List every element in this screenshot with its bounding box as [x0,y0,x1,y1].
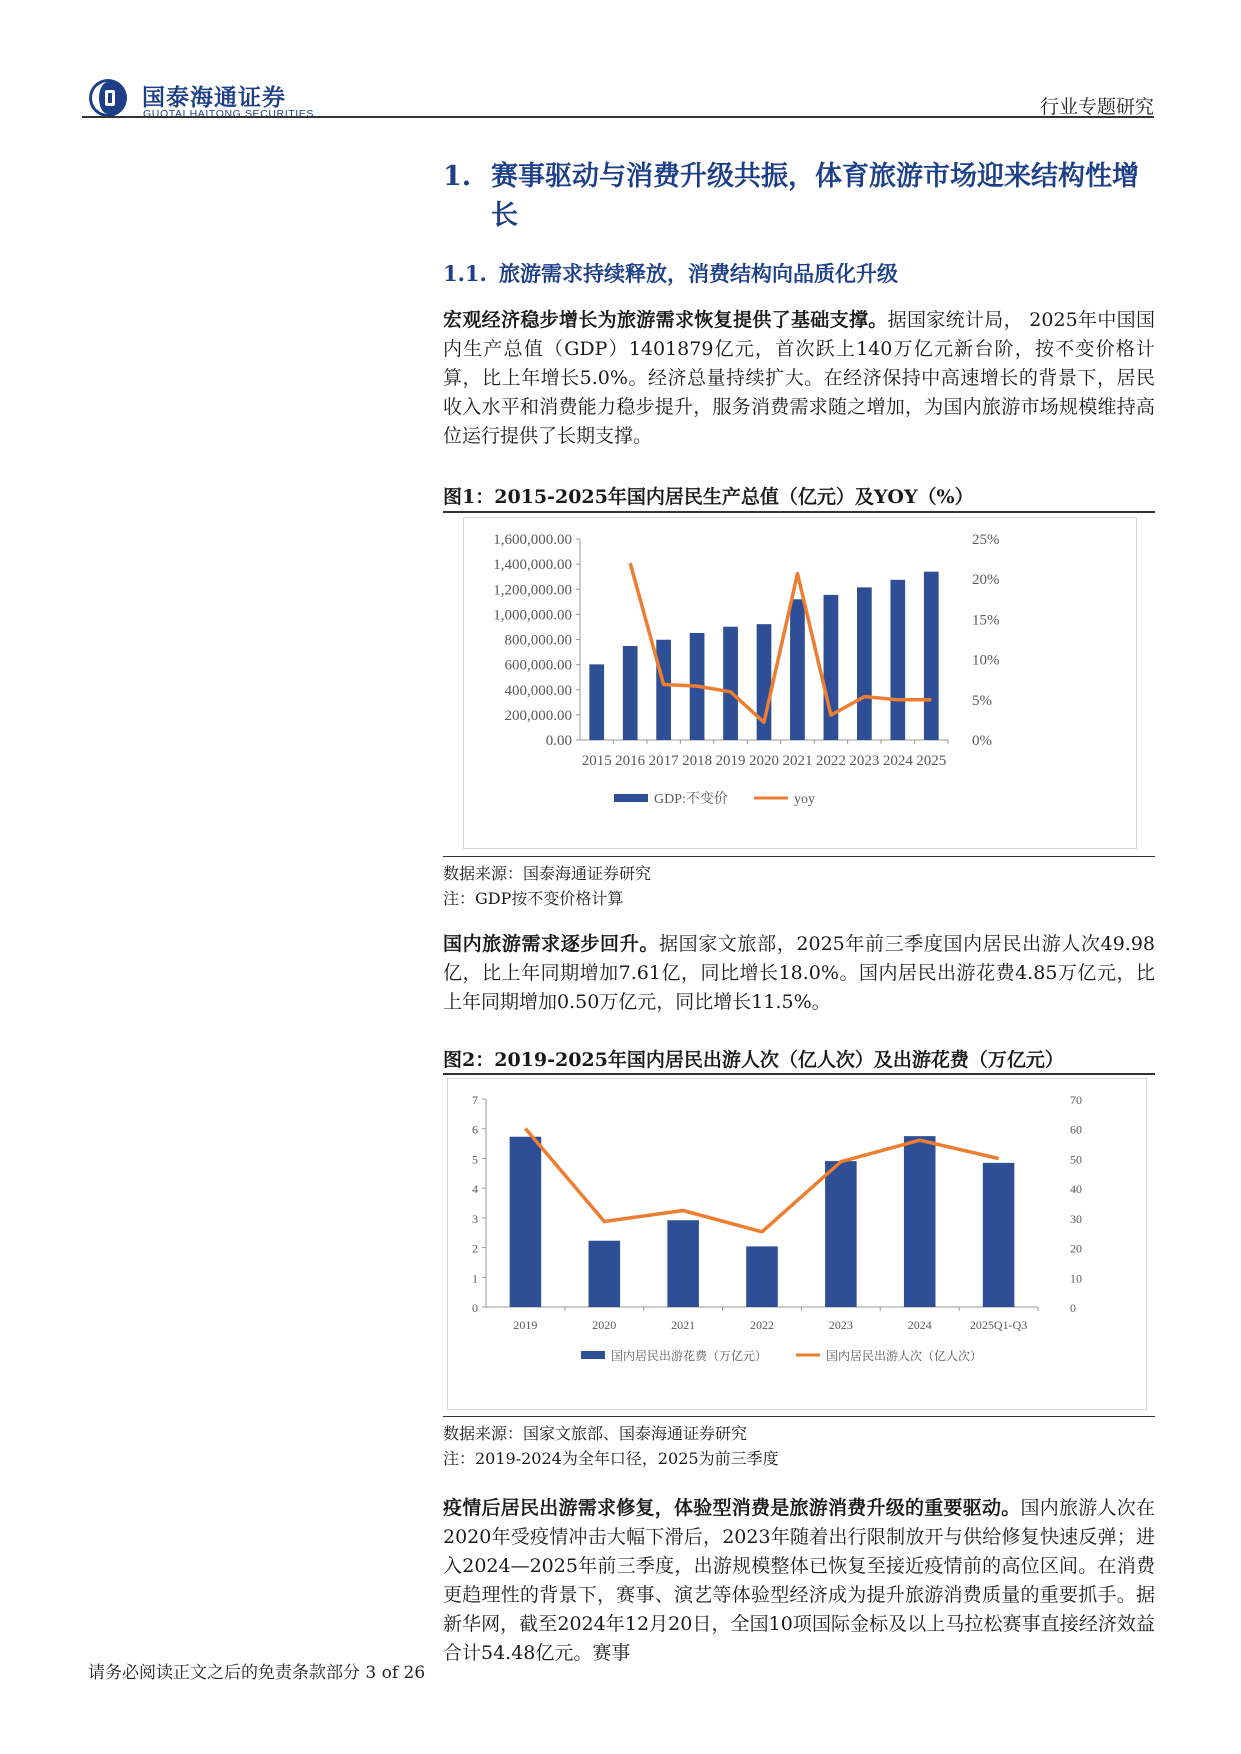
left-axis-tick-label: 5 [472,1152,478,1167]
company-name-en: GUOTAI HAITONG SECURITIES [143,108,314,120]
paragraph-macro-economy [443,306,1155,451]
right-axis-tick-label: 5% [972,692,992,709]
company-logo-icon [88,78,128,118]
left-axis-tick-label: 1,400,000.00 [493,557,572,574]
x-axis-tick-label: 2024 [907,1318,932,1332]
bar-2019 [510,1137,542,1307]
right-axis-tick-label: 40 [1070,1182,1082,1197]
gdp-chart [464,518,1136,848]
paragraph-tourism-demand [443,930,1155,1017]
section-number: 1. [443,161,472,192]
bar-2015 [589,664,604,740]
x-axis-tick-label: 2023 [849,753,880,769]
legend-label-bar: 国内居民出游花费（万亿元） [611,1349,768,1363]
paragraph-body: 据国家统计局， 2025年中国国内生产总值（GDP）1401879亿元，首次跃上140万亿元新台阶，按不变价格计算，比上年增长5.0%。经济总量持续扩大。在经济保持中高速增长的背景下，居民收入水平和消费能力稳步提升，服务消费需求随之增加，为国内旅游市场规模维持高位运行提供了长期支撑。 [443,309,1155,447]
right-axis-tick-label: 50 [1070,1152,1082,1167]
left-axis-tick-label: 800,000.00 [504,632,572,649]
x-axis-tick-label: 2021 [671,1318,696,1332]
bar-2022 [746,1246,778,1307]
tourism-chart [448,1079,1146,1409]
right-axis-tick-label: 0% [972,733,992,749]
x-axis-tick-label: 2020 [749,753,779,769]
figure-1-bottom-rule [443,856,1155,857]
figure-2-note: 注：2019-2024为全年口径，2025为前三季度 [443,1449,779,1468]
paragraph-body: 据国家文旅部，2025年前三季度国内居民出游人次49.98亿，比上年同期增加7.61亿，同比增长18.0%。国内居民出游花费4.85万亿元，比上年同期增加0.50万亿元，同比增长11.5%。 [443,933,1155,1013]
legend-label-line: 国内居民出游人次（亿人次） [826,1349,983,1363]
x-axis-tick-label: 2022 [750,1318,774,1332]
left-axis-tick-label: 4 [472,1182,478,1197]
figure-2-chart-frame [447,1078,1147,1410]
section-heading-1-1 [443,258,898,288]
left-axis-tick-label: 2 [472,1241,478,1256]
x-axis-tick-label: 2019 [715,753,746,769]
figure-1-chart-frame [463,517,1137,849]
figure-1-note: 注：GDP按不变价格计算 [443,889,624,908]
paragraph-lead: 国内旅游需求逐步回升。 [443,933,659,955]
bar-2024 [890,580,905,740]
x-axis-tick-label: 2017 [648,753,679,769]
left-axis-tick-label: 0 [472,1301,478,1315]
x-axis-tick-label: 2021 [782,753,813,769]
bar-2024 [904,1136,936,1307]
left-axis-tick-label: 0.00 [545,733,572,749]
paragraph-lead: 宏观经济稳步增长为旅游需求恢复提供了基础支撑。 [443,309,888,331]
left-axis-tick-label: 200,000.00 [504,707,572,724]
bar-2021 [667,1220,699,1307]
footer-disclaimer: 请务必阅读正文之后的免责条款部分 3 of 26 [88,1663,426,1683]
paragraph-body: 国内旅游人次在2020年受疫情冲击大幅下滑后，2023年随着出行限制放开与供给修复快速反弹；进入2024—2025年前三季度，出游规模整体已恢复至接近疫情前的高位区间。在消费更趋理性的背景下，赛事、演艺等体验型经济成为提升旅游消费质量的重要抓手。据新华网，截至2024年12月20日，全国10项国际金标及以上马拉松赛事直接经济效益合计54.48亿元。赛事 [443,1497,1155,1664]
section-title: 赛事驱动与消费升级共振，体育旅游市场迎来结构性增长 [491,161,1139,231]
figure-1-top-rule [443,511,1155,513]
x-axis-tick-label: 2020 [592,1318,617,1332]
bar-2019 [723,627,738,740]
bar-2022 [824,595,839,740]
left-axis-tick-label: 6 [472,1122,478,1137]
left-axis-tick-label: 400,000.00 [504,682,572,699]
bar-2021 [790,599,805,740]
paragraph-lead: 疫情后居民出游需求修复，体验型消费是旅游消费升级的重要驱动。 [443,1497,1021,1519]
x-axis-tick-label: 2025 [916,753,947,769]
right-axis-tick-label: 10% [972,652,1000,669]
bar-2017 [656,640,671,740]
figure-2-title: 图2：2019-2025年国内居民出游人次（亿人次）及出游花费（万亿元） [443,1049,1064,1071]
right-axis-tick-label: 30 [1070,1211,1082,1226]
right-axis-tick-label: 0 [1070,1301,1076,1315]
section-heading-1 [443,157,1155,235]
left-axis-tick-label: 7 [472,1093,478,1107]
right-axis-tick-label: 60 [1070,1122,1082,1137]
right-axis-tick-label: 10 [1070,1271,1082,1286]
figure-1-source: 数据来源：国泰海通证券研究 [443,864,652,883]
legend-label-line: yoy [794,792,815,807]
legend-swatch-bar [614,794,648,802]
subsection-title: 旅游需求持续释放，消费结构向品质化升级 [499,261,898,286]
figure-2-source: 数据来源：国家文旅部、国泰海通证券研究 [443,1424,748,1443]
header-divider [82,116,1154,118]
figure-1-title: 图1：2015-2025年国内居民生产总值（亿元）及YOY（%） [443,486,974,508]
x-axis-tick-label: 2024 [882,753,913,769]
left-axis-tick-label: 1,600,000.00 [493,532,572,548]
x-axis-tick-label: 2022 [815,753,846,769]
series-line-yoy [630,563,931,722]
bar-2016 [623,646,638,740]
company-name-cn: 国泰海通证券 [142,85,286,111]
x-axis-tick-label: 2016 [615,753,646,769]
legend-swatch-bar [581,1351,605,1359]
figure-2-bottom-rule [443,1416,1155,1417]
right-axis-tick-label: 20 [1070,1241,1082,1256]
bar-2025 [924,572,939,740]
figure-2-top-rule [443,1073,1155,1075]
subsection-number: 1.1. [443,261,487,286]
right-axis-tick-label: 25% [972,532,1000,548]
x-axis-tick-label: 2023 [828,1318,853,1332]
x-axis-tick-label: 2018 [682,753,713,769]
bar-2023 [825,1161,857,1307]
left-axis-tick-label: 600,000.00 [504,657,572,674]
legend-label-bar: GDP:不变价 [654,792,728,807]
bar-2020 [589,1241,621,1307]
x-axis-tick-label: 2025Q1-Q3 [969,1318,1028,1332]
right-axis-tick-label: 15% [972,612,1000,629]
left-axis-tick-label: 1 [472,1271,478,1286]
x-axis-tick-label: 2019 [513,1318,538,1332]
bar-2023 [857,587,872,740]
right-axis-tick-label: 20% [972,572,1000,589]
right-axis-tick-label: 70 [1070,1093,1082,1107]
x-axis-tick-label: 2015 [581,753,612,769]
left-axis-tick-label: 1,000,000.00 [493,607,572,624]
bar-2025Q1-Q3 [983,1163,1015,1307]
left-axis-tick-label: 1,200,000.00 [493,582,572,599]
paragraph-experience-consumption [443,1494,1155,1668]
left-axis-tick-label: 3 [472,1211,478,1226]
report-type-label: 行业专题研究 [1039,96,1154,118]
